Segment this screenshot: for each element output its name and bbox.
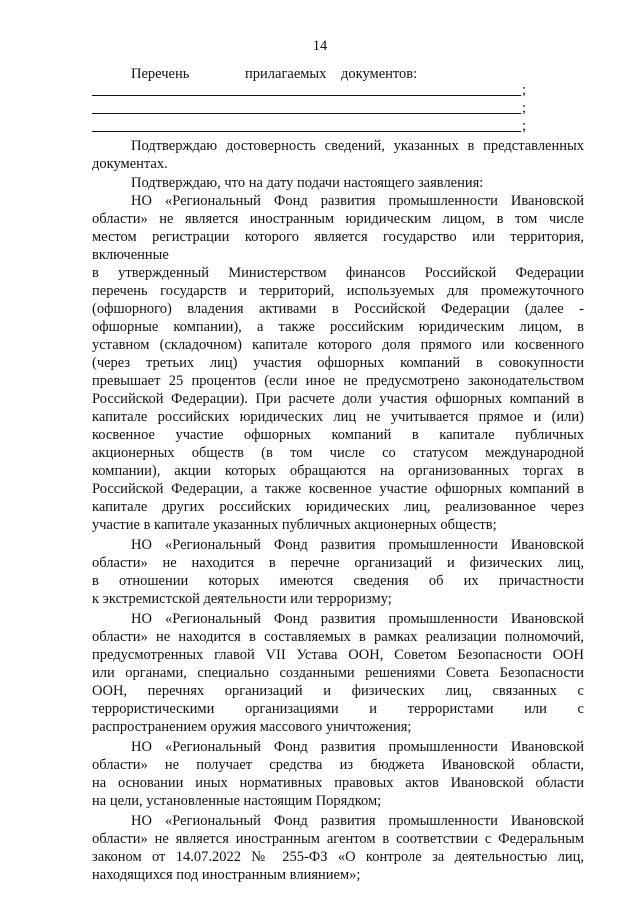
page-number: 14 (312, 38, 328, 54)
text-line: в отношении которых имеются сведения об их причастности (92, 573, 584, 589)
text-line: Подтверждаю, что на дату подачи настоящего заявления: (131, 175, 484, 191)
text-line: предусмотренных главой VII Устава ООН, Советом Безопасности ООН (92, 647, 584, 663)
text-line: к экстремистской деятельности или терроризму; (92, 591, 392, 607)
text-line: включенные (92, 247, 169, 263)
text-line: НО «Региональный Фонд развития промышленности Ивановской (131, 611, 584, 627)
text-line: (офшорного) владения активами в Российской Федерации (далее - (92, 301, 584, 317)
attachment-blank-line (92, 113, 521, 114)
text-line: Подтверждаю достоверность сведений, указанных в представленных (131, 138, 584, 154)
attachment-blank-line (92, 95, 521, 96)
text-line: на основании иных нормативных правовых актов Ивановской области (92, 775, 584, 791)
text-line: Российской Федерации, а также косвенное участие офшорных компаний в (92, 481, 584, 497)
text-line: области» не находится в перечне организаций и физических лиц, (92, 555, 584, 571)
text-line: НО «Региональный Фонд развития промышленности Ивановской (131, 739, 584, 755)
text-line: в утвержденный Министерством финансов Российской Федерации (92, 265, 584, 281)
text-line: капитале российских юридических лиц не учитывается прямое и (или) (92, 409, 584, 425)
attachments-heading-word: прилагаемых (245, 66, 327, 82)
text-line: участие в капитале указанных публичных акционерных обществ; (92, 517, 497, 533)
text-line: области» не является иностранным юридическим лицом, в том числе (92, 211, 584, 227)
attachments-heading-word: документов: (341, 66, 418, 82)
text-line: находящихся под иностранным влиянием»; (92, 867, 361, 883)
attachment-line-separator: ; (522, 118, 527, 134)
text-line: акционерных обществ (в том числе со статусом международной (92, 445, 584, 461)
attachment-blank-line (92, 131, 521, 132)
text-line: террористическими организациями и террористами или с (92, 701, 584, 717)
text-line: законом от 14.07.2022 № 255-ФЗ «О контроле за деятельностью лиц, (92, 849, 584, 865)
text-line: области» не является иностранным агентом в соответствии с Федеральным (92, 831, 584, 847)
text-line: НО «Региональный Фонд развития промышленности Ивановской (131, 537, 584, 553)
text-line: области» не получает средства из бюджета Ивановской области, (92, 757, 584, 773)
text-line: перечень государств и территорий, используемых для промежуточного (92, 283, 584, 299)
text-line: НО «Региональный Фонд развития промышленности Ивановской (131, 193, 584, 209)
text-line: капитале других российских юридических лиц, реализованное через (92, 499, 584, 515)
text-line: офшорные компании), а также российским юридическим лицом, в (92, 319, 584, 335)
text-line: Российской Федерации). При расчете доли участия офшорных компаний в (92, 391, 584, 407)
text-line: компании), акции которых обращаются на организованных торгах в (92, 463, 584, 479)
attachment-line-separator: ; (522, 100, 527, 116)
text-line: НО «Региональный Фонд развития промышленности Ивановской (131, 813, 584, 829)
text-line: документах. (92, 156, 168, 172)
attachments-heading-word: Перечень (131, 66, 190, 82)
text-line: области» не находится в составляемых в рамках реализации полномочий, (92, 629, 584, 645)
text-line: на цели, установленные настоящим Порядком; (92, 793, 382, 809)
text-line: ООН, перечнях организаций и физических лиц, связанных с (92, 683, 584, 699)
text-line: уставном (складочном) капитале которого доля прямого или косвенного (92, 337, 584, 353)
text-line: (через третьих лиц) участия офшорных компаний в совокупности (92, 355, 584, 371)
text-line: превышает 25 процентов (если иное не предусмотрено законодательством (92, 373, 584, 389)
text-line: местом регистрации которого является государство или территория, (92, 229, 584, 245)
attachment-line-separator: ; (522, 82, 527, 98)
text-line: распространением оружия массового уничтожения; (92, 719, 412, 735)
text-line: косвенное участие офшорных компаний в капитале публичных (92, 427, 584, 443)
text-line: или органами, специально созданными решениями Совета Безопасности (92, 665, 584, 681)
